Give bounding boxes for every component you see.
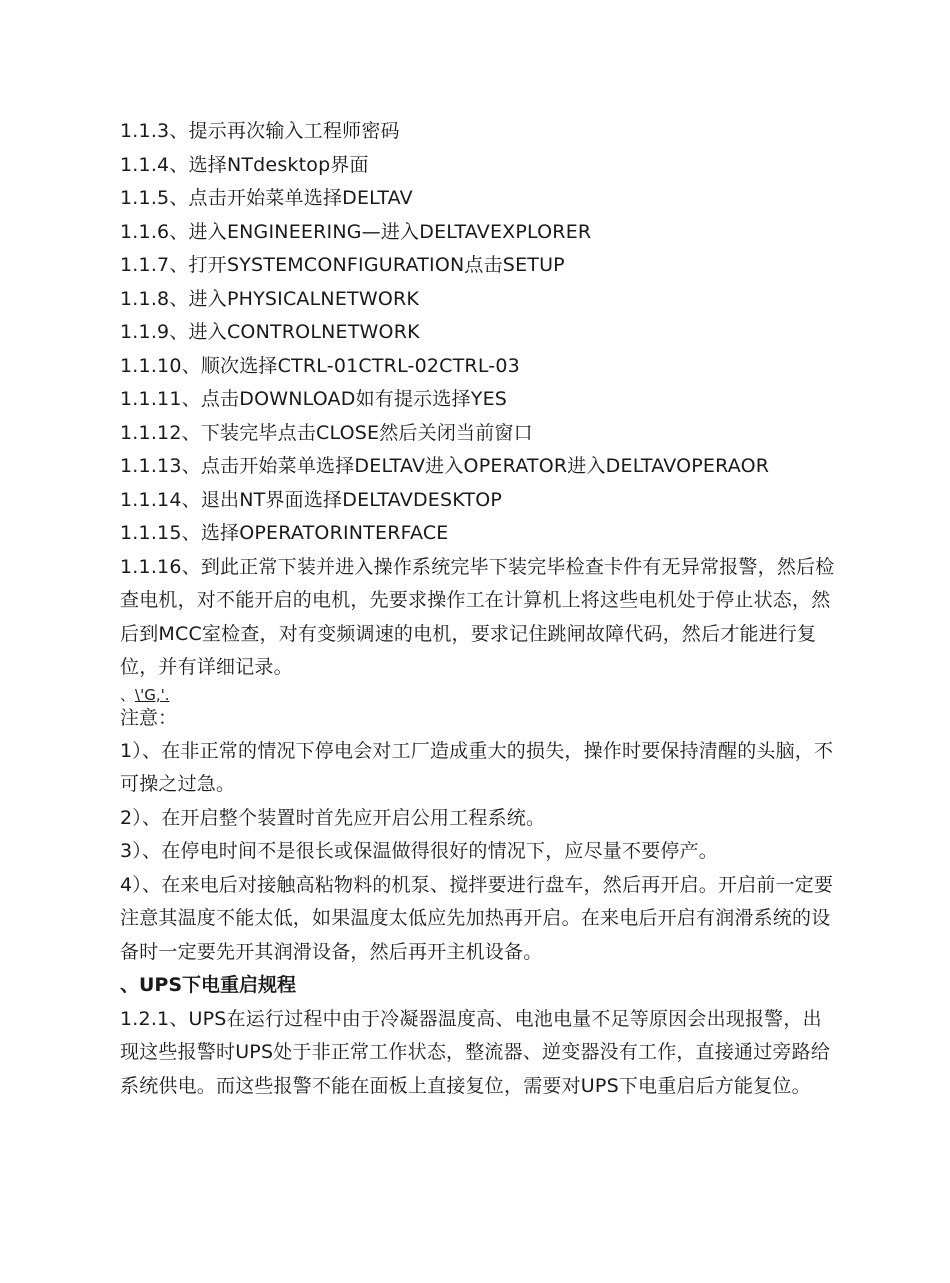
step-line: 1.1.9、进入CONTROLNETWORK	[120, 321, 420, 343]
step-16-paragraph: 1.1.16、到此正常下装并进入操作系统完毕下装完毕检查卡件有无异常报警，然后检查电机，对不能开启的电机，先要求操作工在计算机上将这些电机处于停止状态，然后到MCC室检查，对有变频调速的电机，要求记住跳闸故障代码，然后才能进行复位，并有详细记录。	[120, 555, 835, 678]
step-line: 1.1.14、退出NT界面选择DELTAVDESKTOP	[120, 488, 503, 511]
step-line: 1.1.4、选择NTdesktop界面	[120, 153, 369, 176]
step-line: 1.1.5、点击开始菜单选择DELTAV	[120, 187, 413, 209]
step-line: 1.1.8、进入PHYSICALNETWORK	[120, 287, 420, 310]
section-paragraph: 1.2.1、UPS在运行过程中由于冷凝器温度高、电池电量不足等原因会出现报警，出现这些报警时UPS处于非正常工作状态，整流器、逆变器没有工作，直接通过旁路给系统供电。而这些报警不能在面板上直接复位，需要对UPS下电重启后方能复位。	[120, 1007, 831, 1097]
stray-mark-prefix: 、	[120, 685, 136, 704]
stray-mark-text: \'G,'.	[135, 685, 170, 704]
note-title: 注意：	[120, 706, 178, 729]
step-line: 1.1.7、打开SYSTEMCONFIGURATION点击SETUP	[120, 254, 565, 276]
step-line: 1.1.6、进入ENGINEERING—进入DELTAVEXPLORER	[120, 220, 592, 243]
step-line: 1.1.15、选择OPERATORINTERFACE	[120, 522, 449, 544]
step-line: 1.1.10、顺次选择CTRL-01CTRL-02CTRL-03	[120, 354, 520, 377]
section-heading: 、UPS下电重启规程	[120, 974, 297, 996]
stray-mark	[120, 685, 860, 705]
document-page	[120, 115, 860, 1103]
note-item: 4）、在来电后对接触高粘物料的机泵、搅拌要进行盘车，然后再开启。开启前一定要注意其温度不能太低，如果温度太低应先加热再开启。在来电后开启有润滑系统的设备时一定要先开其润滑设备，然后再开主机设备。	[120, 873, 834, 963]
note-item: 1）、在非正常的情况下停电会对工厂造成重大的损失，操作时要保持清醒的头脑，不可操之过急。	[120, 739, 834, 795]
step-line: 1.1.3、提示再次输入工程师密码	[120, 120, 400, 142]
note-item: 3）、在停电时间不是很长或保温做得很好的情况下，应尽量不要停产。	[120, 840, 718, 862]
note-item: 2）、在开启整个装置时首先应开启公用工程系统。	[120, 806, 546, 829]
step-line: 1.1.11、点击DOWNLOAD如有提示选择YES	[120, 388, 508, 410]
step-line: 1.1.12、下装完毕点击CLOSE然后关闭当前窗口	[120, 421, 533, 444]
step-line: 1.1.13、点击开始菜单选择DELTAV进入OPERATOR进入DELTAVOPERAOR	[120, 455, 770, 477]
